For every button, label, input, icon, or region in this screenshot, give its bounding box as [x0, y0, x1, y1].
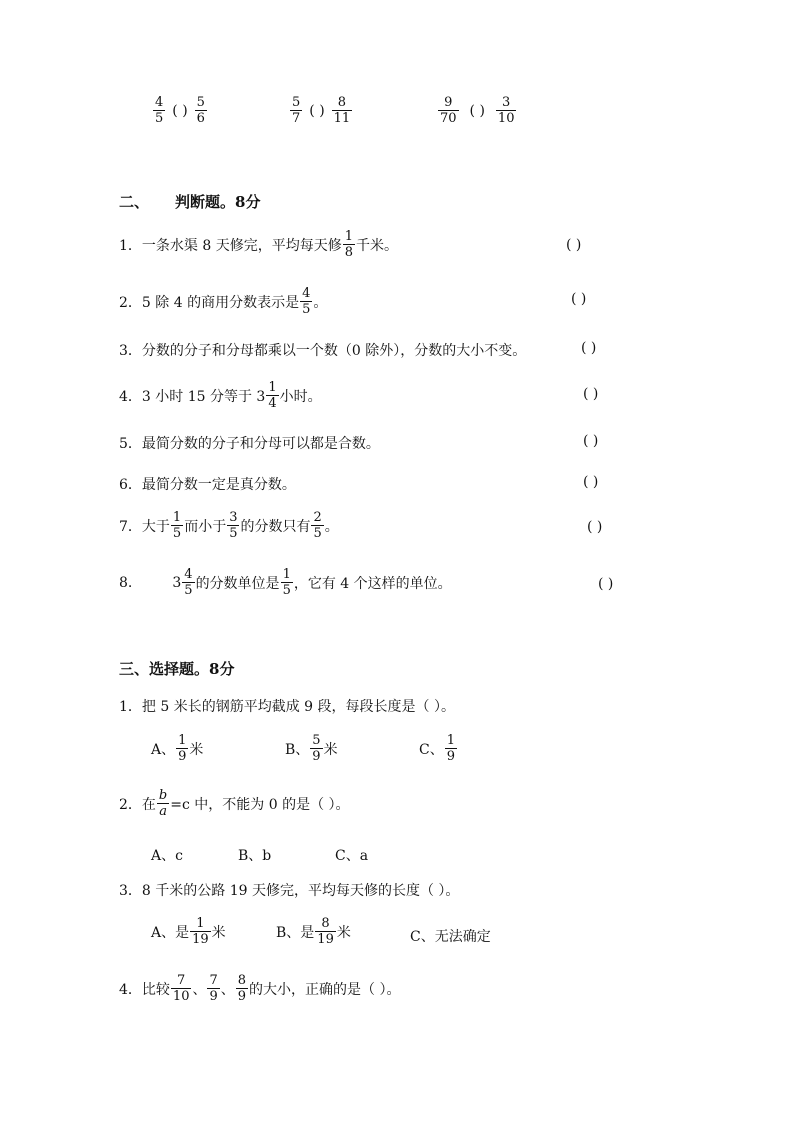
answer-blank[interactable]: ( )	[583, 386, 599, 402]
choice-option-c[interactable]: C、a	[335, 848, 369, 864]
fraction: $\frac{1}{5}$	[172, 510, 182, 541]
fraction: $\frac{7}{9}$	[209, 973, 218, 1004]
answer-blank[interactable]: ( )	[469, 102, 485, 119]
fraction: $\frac{4}{5}$	[155, 95, 164, 126]
fraction: $\frac{5}{6}$	[196, 95, 205, 126]
fraction: $\frac{2}{5}$	[313, 510, 322, 541]
answer-blank[interactable]: ( )	[571, 291, 587, 307]
choice-option-a[interactable]: A、 $\frac{1}{9}$ 米	[151, 733, 204, 764]
choice-option-b[interactable]: B、是 $\frac{8}{19}$ 米	[276, 916, 351, 947]
fraction: $\frac{9}{70}$	[440, 95, 457, 126]
choice-option-c[interactable]: C、 $\frac{1}{9}$	[419, 733, 455, 764]
answer-blank[interactable]: ( )	[309, 102, 325, 119]
answer-blank[interactable]: ( )	[581, 340, 597, 356]
fraction: $\frac{7}{10}$	[172, 973, 190, 1004]
fraction: $\frac{1}{5}$	[282, 567, 291, 598]
choice-option-b[interactable]: B、 $\frac{5}{9}$ 米	[285, 733, 338, 764]
answer-blank[interactable]: ( )	[598, 576, 614, 592]
fraction: $\frac{5}{9}$	[312, 733, 321, 764]
fraction: $\frac{8}{11}$	[333, 95, 351, 126]
fraction: $\frac{8}{19}$	[317, 916, 334, 947]
choice-option-b[interactable]: B、b	[238, 848, 272, 864]
answer-blank[interactable]: ( )	[566, 237, 582, 253]
compare-item-2	[289, 96, 353, 125]
answer-blank[interactable]: ( )	[583, 474, 599, 490]
choice-option-a[interactable]: A、c	[151, 848, 183, 864]
judge-question-6: 6．最简分数一定是真分数。	[119, 477, 296, 493]
compare-item-3	[437, 96, 517, 125]
fraction: $\frac{1}{9}$	[446, 733, 455, 764]
fraction: $\frac{1}{19}$	[192, 916, 209, 947]
judge-question-5: 5．最简分数的分子和分母可以都是合数。	[119, 436, 380, 452]
fraction: $\frac{3}{5}$	[229, 510, 238, 541]
choice-question-3: 3．8 千米的公路 19 天修完，平均每天修的长度（ ）。	[119, 883, 460, 899]
fraction: $\frac{b}{a}$	[158, 788, 168, 819]
judge-question-1: 1．一条水渠 8 天修完，平均每天修 $\frac{1}{8}$ 千米。	[119, 229, 398, 260]
fraction: $\frac{4}{5}$	[184, 567, 193, 598]
judge-question-2: 2．5 除 4 的商用分数表示是 $\frac{4}{5}$ 。	[119, 286, 328, 317]
choice-question-4: 4．比较 $\frac{7}{10}$ 、 $\frac{7}{9}$ 、 $\frac{8}{9}$ 的大小，正确的是（ ）。	[119, 973, 401, 1004]
answer-blank[interactable]: ( )	[587, 519, 603, 535]
choice-question-1: 1．把 5 米长的钢筋平均截成 9 段，每段长度是（ ）。	[119, 699, 455, 715]
choice-question-2: 2．在 $\frac{b}{a}$ =c 中，不能为 0 的是（ ）。	[119, 788, 350, 819]
fraction: $\frac{5}{7}$	[292, 95, 301, 126]
answer-blank[interactable]: ( )	[583, 433, 599, 449]
choice-option-c[interactable]: C、无法确定	[410, 929, 491, 945]
section-heading-choice: 三、选择题。8分	[119, 660, 235, 678]
judge-question-8: 8. 3 $\frac{4}{5}$ 的分数单位是 $\frac{1}{5}$ ，它有 4 个这样的单位。	[119, 567, 452, 598]
choice-option-a[interactable]: A、是 $\frac{1}{19}$ 米	[151, 916, 226, 947]
fraction: $\frac{1}{9}$	[178, 733, 187, 764]
fraction: $\frac{1}{8}$	[344, 229, 353, 260]
answer-blank[interactable]: ( )	[172, 102, 188, 119]
fraction: $\frac{8}{9}$	[237, 973, 247, 1004]
fraction: $\frac{3}{10}$	[497, 95, 515, 126]
section-heading-judge: 二、 判断题。8分	[119, 193, 261, 211]
judge-question-3: 3．分数的分子和分母都乘以一个数（0 除外），分数的大小不变。	[119, 343, 527, 359]
compare-item-1	[152, 96, 208, 125]
judge-question-4: 4．3 小时 15 分等于 3 $\frac{1}{4}$ 小时。	[119, 380, 322, 411]
fraction: $\frac{4}{5}$	[302, 286, 311, 317]
fraction: $\frac{1}{4}$	[268, 380, 277, 411]
judge-question-7: 7．大于 $\frac{1}{5}$ 而小于 $\frac{3}{5}$ 的分数只有 $\frac{2}{5}$ 。	[119, 510, 339, 541]
